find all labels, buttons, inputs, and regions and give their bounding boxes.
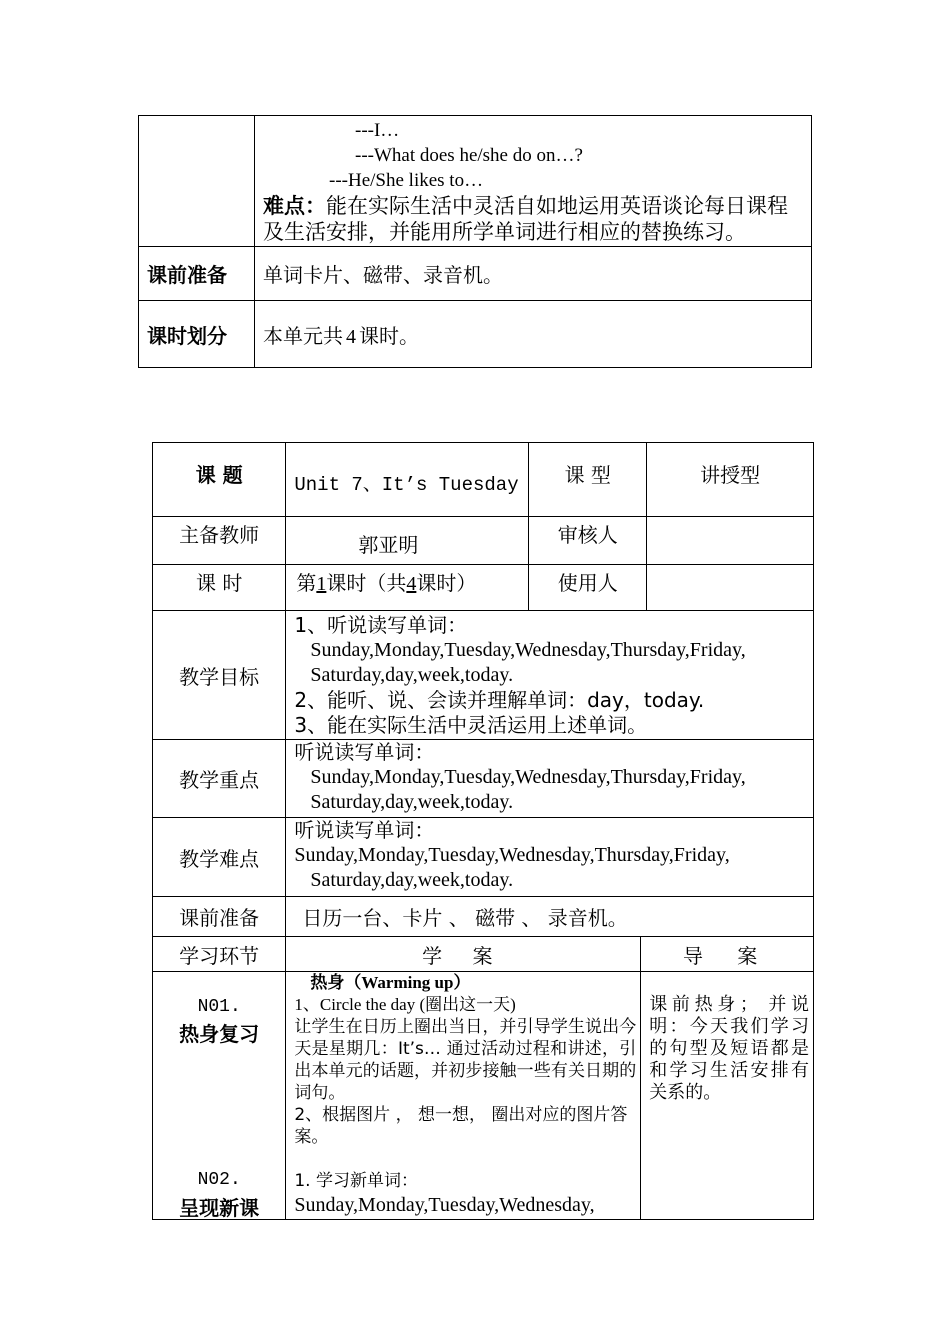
stage-no2: N02. [197,1170,241,1190]
diff-title: 听说读写单词： [294,818,435,842]
topic-label: 课 题 [153,443,286,517]
goal-1-words-2: Saturday,day,week,today. [310,664,514,686]
period-value [286,565,529,611]
warm-2: 2、根据图片 ， 想一想， 圈出对应的图片答案。 [294,1105,628,1147]
type-value: 讲授型 [647,443,814,517]
new-1: 1. 学习新单词： [294,1171,418,1191]
diff-words-2: Saturday,day,week,today. [310,869,514,891]
hours-num: 4 [346,325,356,348]
user-value [647,565,814,611]
hours-text-a: 本单元共 [263,323,343,348]
difficulty-label: 难点： [263,194,326,218]
goal-1: 1、听说读写单词： [294,613,468,637]
goals-label: 教学目标 [153,611,286,740]
period-text-a: 第 [296,571,317,595]
period-total: 4 [406,573,417,595]
key-cell [286,740,814,818]
lesson-plan-table-top [138,115,812,368]
stage-no2-title: 呈现新课 [179,1196,260,1220]
goal-3: 3、能在实际生活中灵活运用上述单词。 [294,713,648,737]
stage-cell [153,972,286,1220]
stage-no1-title: 热身复习 [179,1022,260,1046]
new-1-words: Sunday,Monday,Tuesday,Wednesday, [294,1194,595,1216]
prep-value: 单词卡片、磁带、录音机。 [255,247,812,301]
key-title: 听说读写单词： [294,740,435,764]
guide-label: 导 案 [641,937,814,972]
diff-cell [286,818,814,897]
difficulty-paragraph [263,193,803,245]
period-text-c: 课时） [416,571,477,595]
reviewer-value [647,517,814,565]
user-label: 使用人 [529,565,647,611]
period-num: 1 [316,573,327,595]
key-words-2: Saturday,day,week,today. [310,791,514,813]
guide-cell: 课前热身； 并说明：今天我们学习的句型及短语都是和学习生活安排有关系的。 [641,972,814,1220]
dialogue-line-1: ---I… [355,120,400,141]
warm-1-desc: 让学生在日历上圈出当日，并引导学生说出今天是星期几：It’s… 通过活动过程和讲述，引出本单元的话题，并初步接触一些有关日期的词句。 [294,1017,637,1103]
topic-value: Unit 7、It’s Tuesday [286,443,529,517]
type-label: 课 型 [529,443,647,517]
teacher-value: 郭亚明 [286,517,529,565]
plan-cell [286,972,641,1220]
hours-value [255,301,812,368]
difficulty-text: 能在实际生活中灵活自如地运用英语谈论每日课程及生活安排，并能用所学单词进行相应的替换练习。 [263,194,788,244]
lesson-plan-table-main [152,442,814,1220]
goals-cell [286,611,814,740]
stage-no1: N01. [197,997,241,1017]
stage-label: 学习环节 [153,937,286,972]
prep2-label: 课前准备 [153,897,286,937]
warm-1: 1、Circle the day (圈出这一天) [294,995,516,1014]
period-label: 课 时 [153,565,286,611]
dialogue-line-3: ---He/She likes to… [329,170,484,191]
reviewer-label: 审核人 [529,517,647,565]
teacher-label: 主备教师 [153,517,286,565]
prep-label: 课前准备 [139,247,255,301]
goal-1-words: Sunday,Monday,Tuesday,Wednesday,Thursday,Friday, [310,639,746,661]
diff-label: 教学难点 [153,818,286,897]
difficulty-cell [255,116,812,247]
period-text-b: 课时（共 [326,571,407,595]
prep2-value: 日历一台、卡片 、 磁带 、 录音机。 [286,897,814,937]
plan-label: 学 案 [286,937,641,972]
warm-title: 热身（Warming up） [310,973,471,992]
diff-words: Sunday,Monday,Tuesday,Wednesday,Thursday,Friday, [294,844,730,866]
dialogue-line-2: ---What does he/she do on…? [355,145,583,166]
empty-label-cell [139,116,255,247]
hours-text-b: 课时。 [359,323,419,348]
goal-2: 2、能听、说、会读并理解单词：day，today. [294,688,705,712]
key-words: Sunday,Monday,Tuesday,Wednesday,Thursday,Friday, [310,766,746,788]
key-label: 教学重点 [153,740,286,818]
hours-label: 课时划分 [139,301,255,368]
